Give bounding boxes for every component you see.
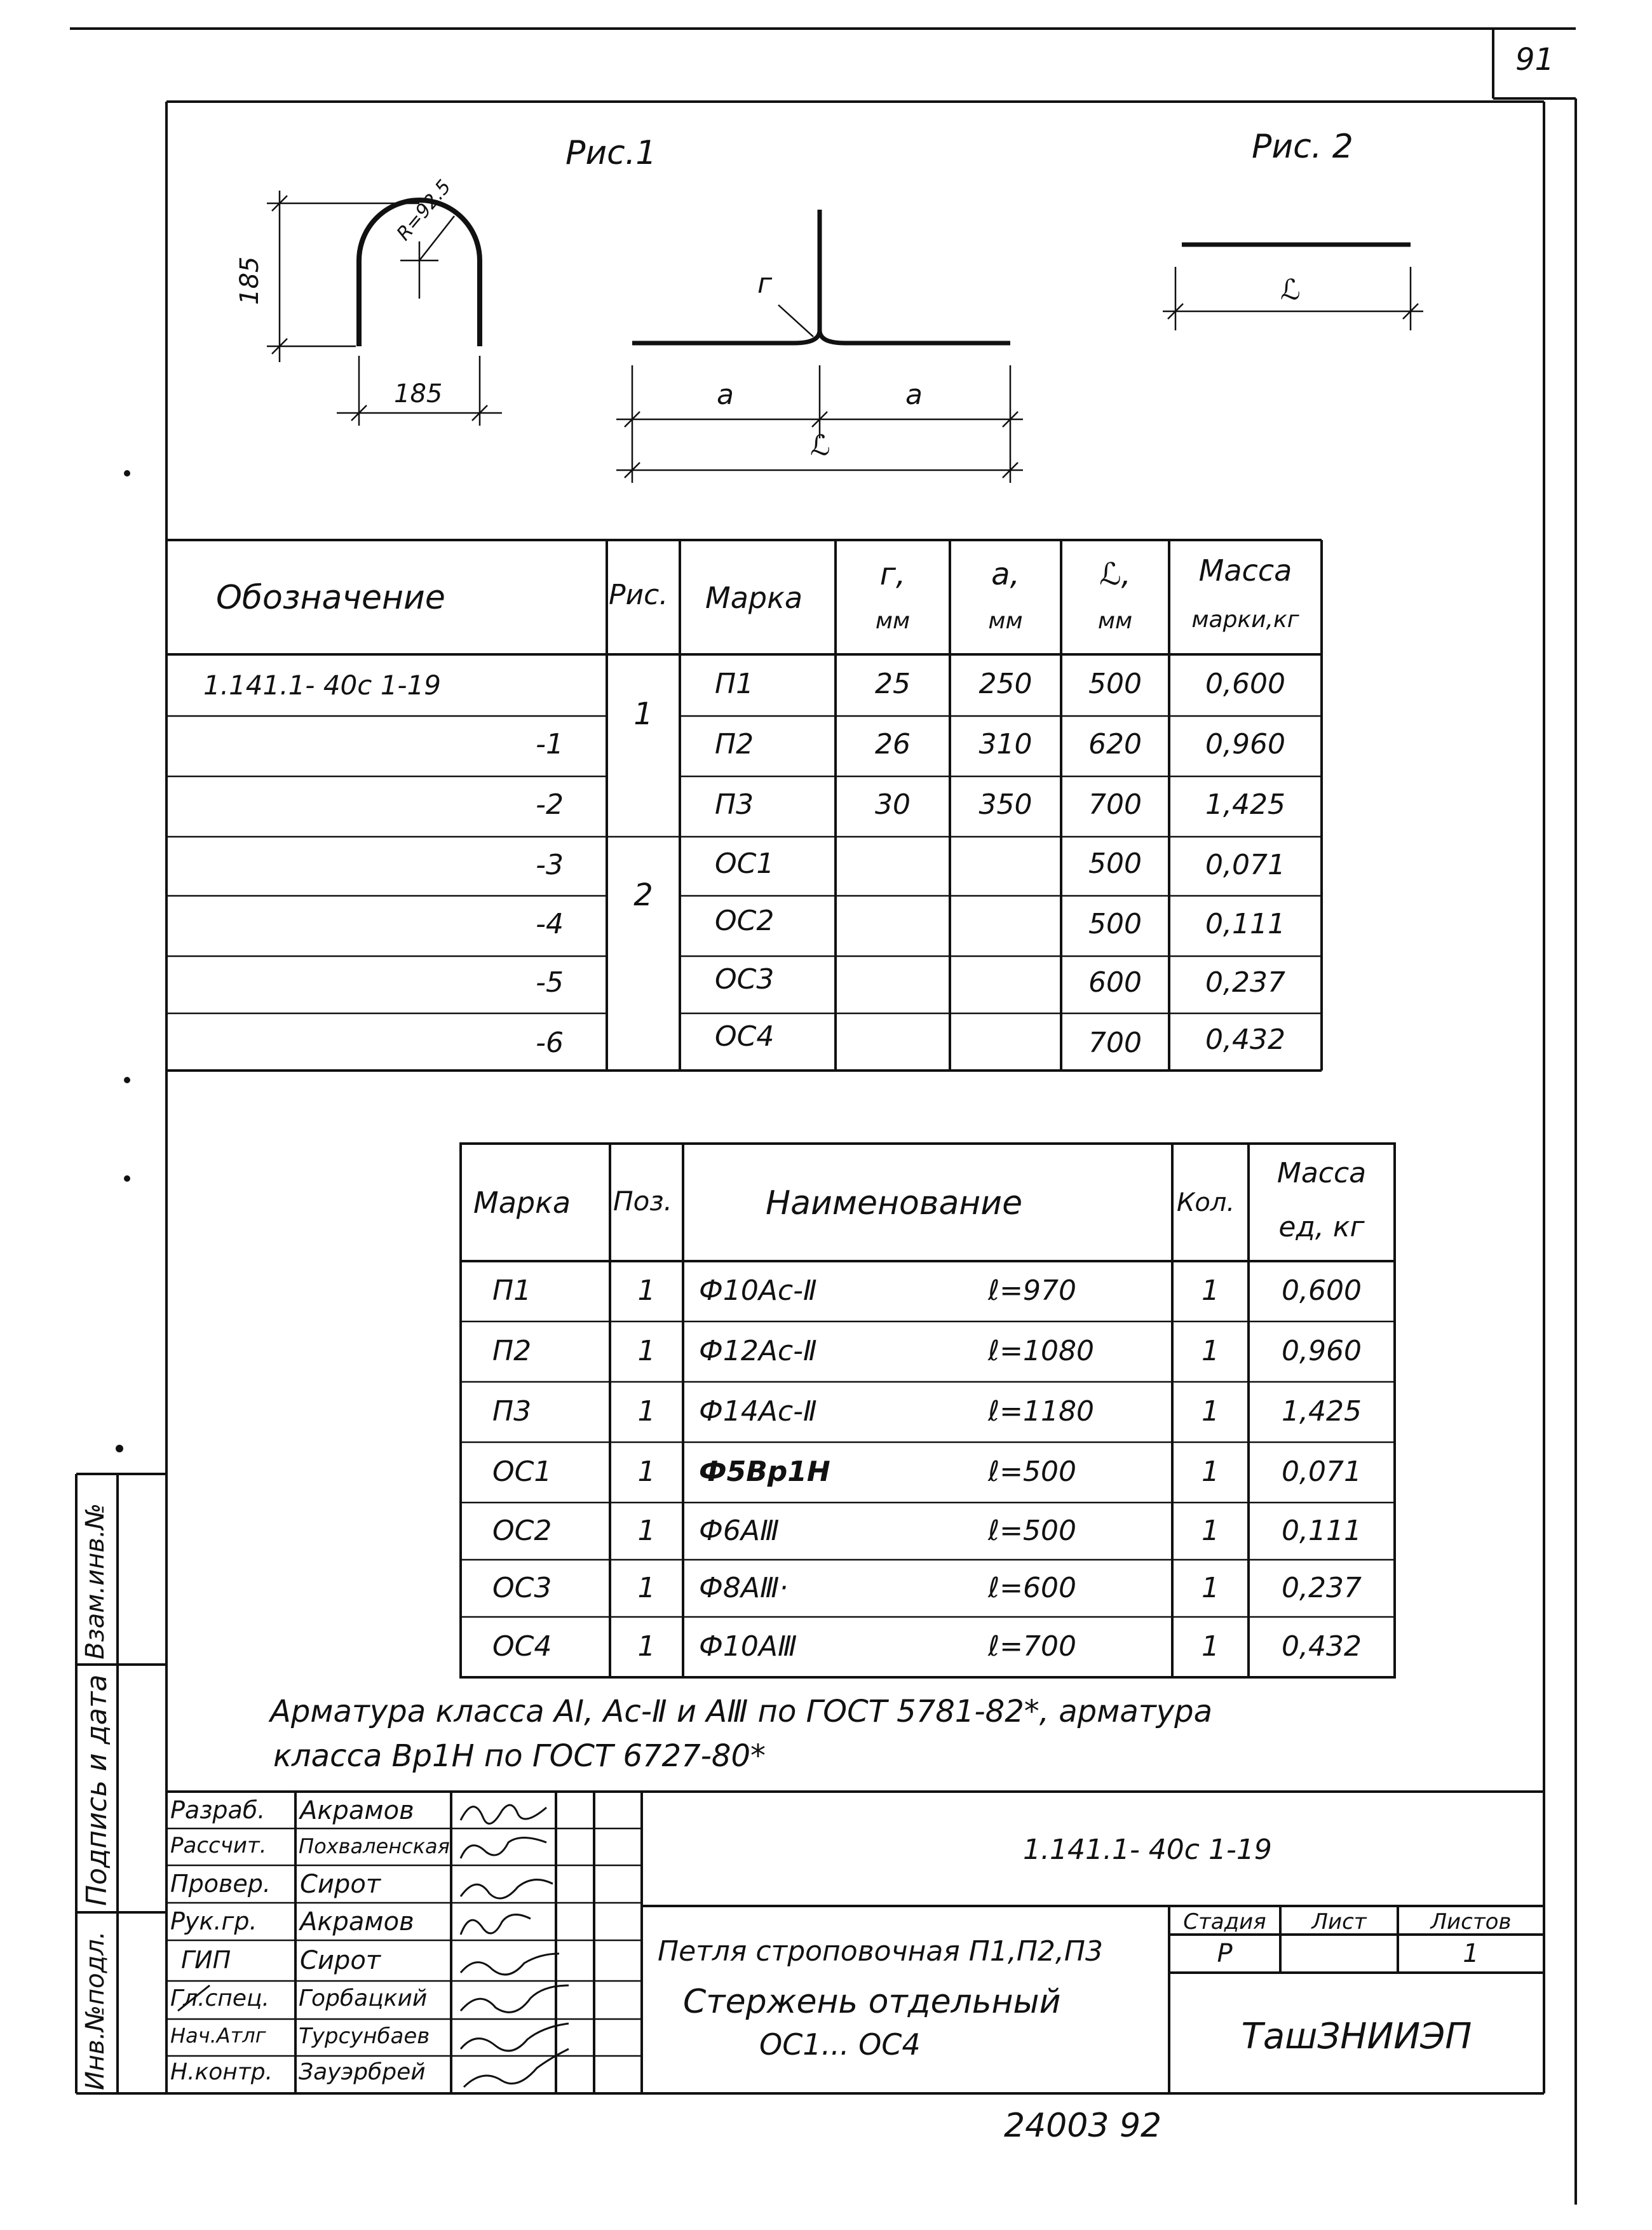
t2-row-pos: 1 [637,1572,656,1604]
bent-rod-r-label: г [757,267,773,300]
t2-row-mark: ОС2 [492,1515,552,1547]
t2-row-name: Ф10Ас-Ⅱ [699,1274,817,1307]
t1-row-a: 250 [978,668,1032,700]
t1-row-a: 310 [978,728,1032,760]
t1-row-mass: 1,425 [1205,788,1285,821]
t2-row-pos: 1 [637,1395,656,1428]
t1-row-mass: 0,071 [1205,849,1285,881]
t1-row-mass: 0,111 [1205,908,1285,940]
stage-label: Стадия [1183,1909,1266,1935]
t1-row-l: 500 [1088,668,1142,700]
t2-row-qty: 1 [1202,1572,1219,1604]
organization: ТашЗНИИЭП [1241,2016,1472,2057]
person-name: Акрамов [300,1907,414,1936]
t2-header-mass-unit: ед, кг [1278,1211,1365,1243]
t1-row-l: 700 [1088,788,1142,821]
t1-row-r: 25 [875,668,911,700]
t2-row-len: ℓ=500 [988,1456,1077,1488]
t2-row-pos: 1 [637,1515,656,1547]
bent-rod-length: ℒ [810,429,830,462]
t1-row-mass: 0,600 [1205,668,1285,700]
role-label: Рук.гр. [170,1907,257,1935]
t1-fig-group-2: 2 [633,877,653,913]
t1-header-r-unit: мм [875,608,911,634]
t2-row-name: Ф10АⅢ [699,1630,797,1663]
fig1-loop [267,191,502,426]
t2-row-name: Ф8АⅢ· [699,1572,789,1604]
t2-row-mass: 0,600 [1282,1274,1362,1307]
t2-header-mark: Марка [473,1186,571,1220]
t1-row-designation: -3 [536,849,564,881]
t2-header-qty: Кол. [1177,1188,1235,1217]
t2-row-qty: 1 [1202,1456,1219,1488]
side-stamp-replaced-inv: Взам.инв.№ [81,1503,110,1659]
t2-row-qty: 1 [1202,1335,1219,1367]
sheets-label: Листов [1430,1909,1512,1935]
t1-row-mark: П2 [715,728,754,760]
t2-row-pos: 1 [637,1335,656,1367]
t2-row-pos: 1 [637,1456,656,1488]
t1-row-l: 500 [1088,848,1142,880]
t2-header-mass: Масса [1276,1157,1367,1189]
doc-code: 1.141.1- 40с 1-19 [1023,1834,1272,1866]
role-label: Рассчит. [170,1833,267,1858]
sheets-value: 1 [1463,1939,1479,1968]
t1-row-mass: 0,960 [1205,728,1285,760]
t1-row-a: 350 [978,788,1032,821]
t1-row-mark: П1 [715,668,754,700]
t1-row-designation: -4 [536,908,564,940]
t2-row-pos: 1 [637,1630,656,1663]
loop-width-label: 185 [394,379,443,409]
t2-row-mark: П3 [492,1395,532,1428]
fig1-label: Рис.1 [565,134,657,172]
t2-row-mass: 0,432 [1282,1630,1362,1663]
sheet-label: Лист [1311,1909,1367,1935]
t1-row-mark: ОС2 [715,905,775,937]
role-label: ГИП [181,1946,231,1974]
t2-row-name: Ф12Ас-Ⅱ [699,1335,817,1367]
person-name: Акрамов [300,1796,414,1825]
t2-row-len: ℓ=600 [988,1572,1077,1604]
t2-row-name: Ф14Ас-Ⅱ [699,1395,817,1428]
t1-row-mass: 0,432 [1205,1024,1285,1056]
t1-fig-group-1: 1 [633,696,653,732]
note-line-1: Арматура класса АI, Ас-Ⅱ и АⅢ по ГОСТ 5781-82*, арматура [270,1694,1213,1729]
person-name: Турсунбаев [299,2024,430,2049]
t1-header-fig: Рис. [609,579,668,611]
t2-row-qty: 1 [1202,1395,1219,1428]
role-label: Гл.спец. [170,1985,269,2011]
t2-row-mass: 0,237 [1282,1572,1362,1604]
t2-row-pos: 1 [637,1274,656,1307]
loop-height-label: 185 [235,256,264,305]
bent-rod-a-left: а [717,379,734,411]
t1-row-designation: -5 [536,966,564,999]
t2-row-mark: П2 [492,1335,532,1367]
stage-value: Р [1217,1939,1233,1968]
t1-row-mark: ОС3 [715,963,775,996]
title-line-2: Стержень отдельный [683,1983,1061,2021]
t2-row-len: ℓ=1180 [988,1395,1095,1428]
side-stamp-sign-date: Подпись и дата [81,1674,113,1906]
t1-header-mass-unit: марки,кг [1191,607,1299,633]
t2-row-len: ℓ=970 [988,1274,1077,1307]
t1-row-mark: ОС4 [715,1020,775,1053]
margin-dots [116,470,130,1452]
t2-row-mass: 0,960 [1282,1335,1362,1367]
t1-row-r: 30 [875,788,911,821]
title-line-3: ОС1... ОС4 [759,2027,921,2062]
role-label: Н.контр. [170,2059,273,2085]
t2-row-len: ℓ=700 [988,1630,1077,1663]
t2-row-mark: ОС1 [492,1456,552,1488]
role-label: Разраб. [170,1796,266,1824]
t1-row-designation: -6 [536,1027,564,1059]
role-label: Нач.Атлг [170,2024,266,2048]
t1-header-l-unit: мм [1097,608,1133,634]
t1-row-designation: -2 [536,788,564,821]
t1-header-mass: Масса [1198,553,1292,588]
t2-row-name: Ф6АⅢ [699,1515,780,1547]
t1-header-designation: Обозначение [216,579,445,617]
t1-header-l: ℒ, [1099,557,1131,592]
t1-row-mark: ОС1 [715,848,775,880]
t2-header-name: Наименование [766,1184,1023,1222]
t1-row-designation: -1 [536,728,564,760]
t2-row-qty: 1 [1202,1274,1219,1307]
t1-row-l: 500 [1088,908,1142,940]
t2-row-mass: 0,071 [1282,1456,1362,1488]
t1-row-l: 700 [1088,1027,1142,1059]
person-name: Сирот [300,1870,381,1899]
loop-radius-label: R=92.5 [392,175,456,245]
person-name: Сирот [300,1946,381,1975]
t1-row-l: 600 [1088,966,1142,999]
t1-row-r: 26 [875,728,911,760]
straight-rod-length: ℒ [1280,274,1301,306]
t1-header-a-unit: мм [988,608,1023,634]
t2-row-mass: 1,425 [1282,1395,1362,1428]
title-line-1: Петля строповочная П1,П2,П3 [658,1935,1103,1968]
t2-row-len: ℓ=500 [988,1515,1077,1547]
t1-row-mass: 0,237 [1205,966,1285,999]
role-label: Провер. [170,1870,271,1898]
side-stamp-inv-no: Инв.№подл. [81,1931,110,2090]
t1-header-mark: Марка [705,581,803,615]
footer-code: 24003 92 [1004,2107,1162,2145]
person-name: Зауэрбрей [299,2059,426,2085]
t1-row-designation: 1.141.1- 40с 1-19 [203,670,442,701]
person-name: Похваленская [299,1834,450,1858]
t2-row-mark: П1 [492,1274,532,1307]
t2-header-pos: Поз. [613,1186,672,1217]
note-line-2: класса Вр1Н по ГОСТ 6727-80* [273,1738,766,1774]
t2-row-qty: 1 [1202,1515,1219,1547]
fig2-label: Рис. 2 [1252,128,1353,166]
t1-header-a: а, [991,557,1020,592]
t2-row-name: Ф5Вр1Н [699,1456,830,1488]
person-name: Горбацкий [299,1985,428,2011]
t2-row-qty: 1 [1202,1630,1219,1663]
t1-row-l: 620 [1088,728,1142,760]
t1-row-mark: П3 [715,788,754,821]
t2-row-mark: ОС4 [492,1630,552,1663]
t2-row-mark: ОС3 [492,1572,552,1604]
t1-header-r: г, [879,557,906,592]
sheet-number: 91 [1515,42,1555,78]
t2-row-len: ℓ=1080 [988,1335,1095,1367]
t2-row-mass: 0,111 [1282,1515,1362,1547]
bent-rod-a-right: а [905,379,923,411]
